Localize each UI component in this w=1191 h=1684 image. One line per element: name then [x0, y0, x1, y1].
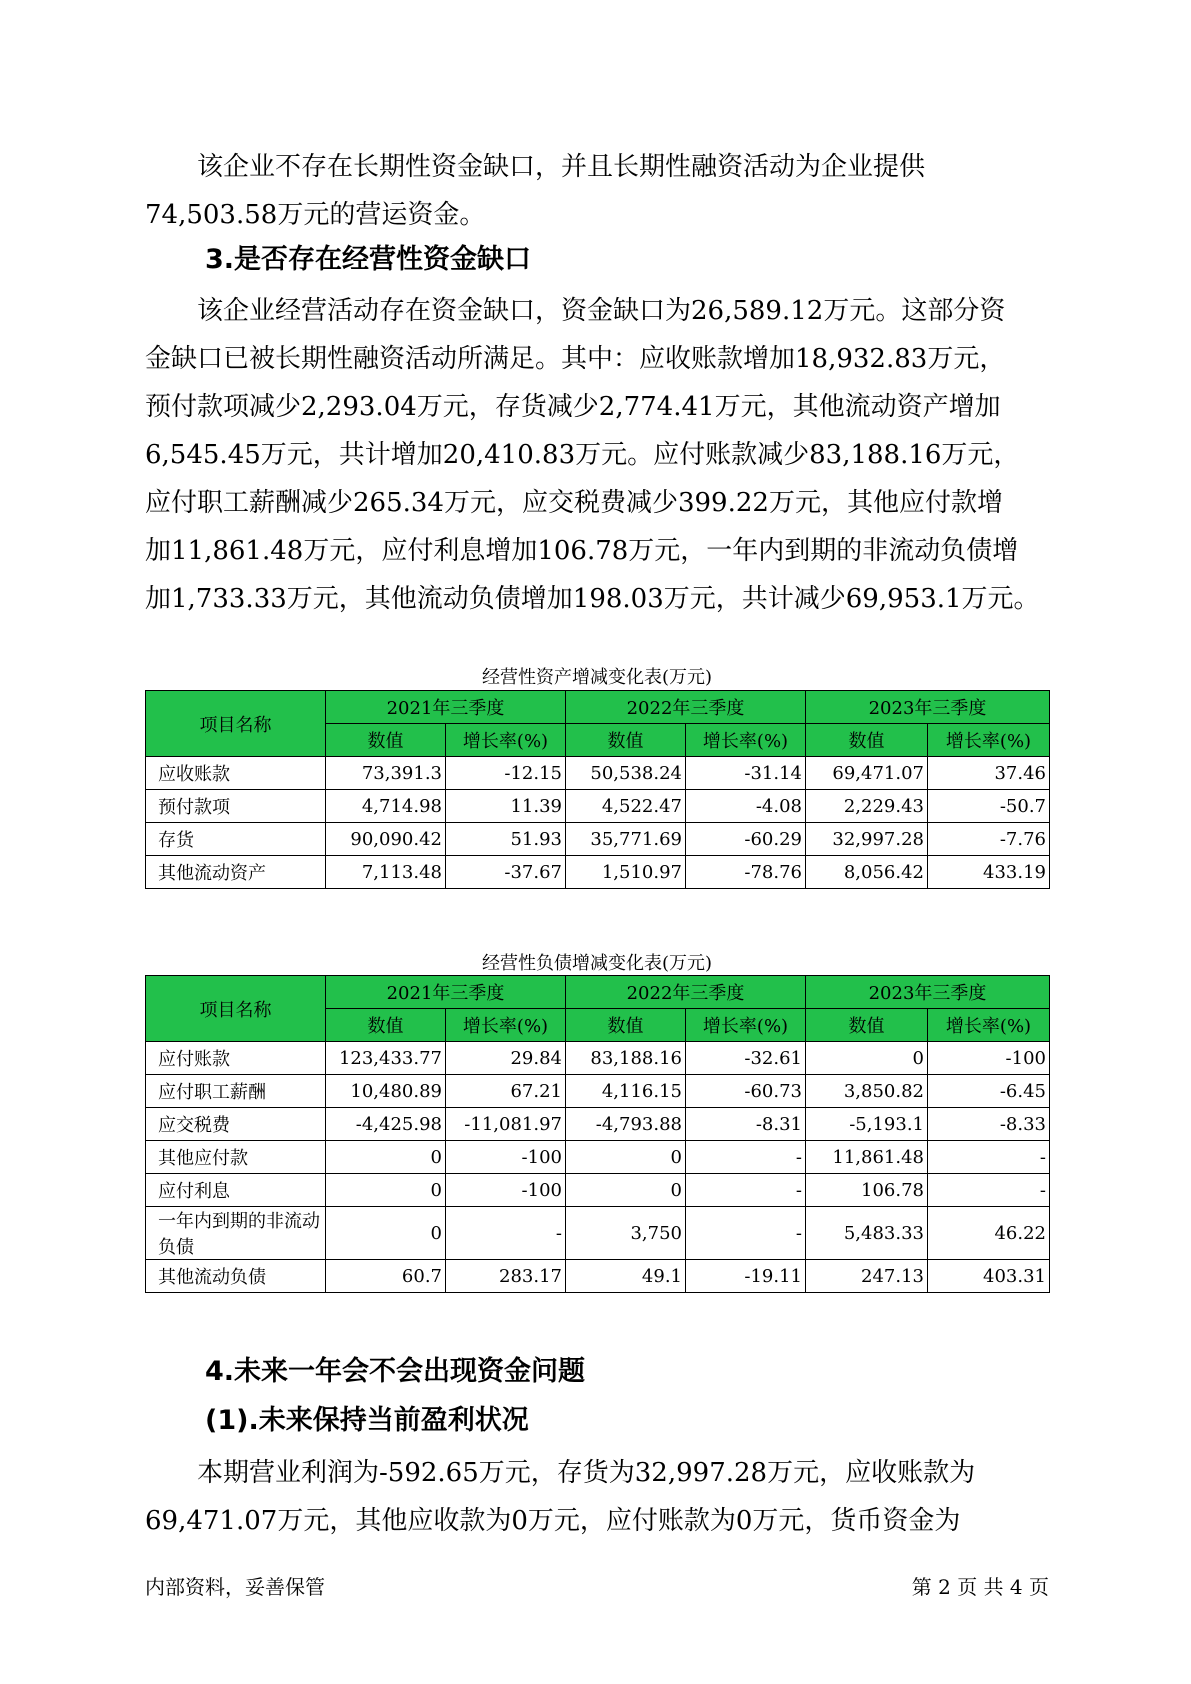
growth-rate-cell: -12.15 [446, 757, 566, 790]
rate-header: 增长率(%) [446, 724, 566, 757]
growth-rate-cell: 51.93 [446, 823, 566, 856]
section-4-heading: 4.未来一年会不会出现资金问题 [205, 1356, 586, 1387]
text-line: 加11,861.48万元，应付利息增加106.78万元，一年内到期的非流动负债增 [145, 536, 1019, 566]
item-name-header: 项目名称 [146, 976, 326, 1042]
growth-rate-cell: -11,081.97 [446, 1108, 566, 1141]
text-line: 金缺口已被长期性融资活动所满足。其中：应收账款增加18,932.83万元， [145, 344, 1006, 374]
rate-header: 增长率(%) [446, 1009, 566, 1042]
text-line: 69,471.07万元，其他应收款为0万元，应付账款为0万元，货币资金为 [145, 1506, 961, 1536]
text-line: 应付职工薪酬减少265.34万元，应交税费减少399.22万元，其他应付款增 [145, 488, 1003, 518]
table-row [146, 856, 1050, 889]
growth-rate-cell: -60.29 [686, 823, 806, 856]
growth-rate-cell: - [686, 1141, 806, 1174]
growth-rate-cell: -7.76 [928, 823, 1050, 856]
value-cell: 1,510.97 [566, 856, 686, 889]
table-row [146, 1174, 1050, 1207]
rate-header: 增长率(%) [686, 724, 806, 757]
growth-rate-cell: 37.46 [928, 757, 1050, 790]
row-label: 预付款项 [146, 790, 326, 823]
value-cell: 5,483.33 [806, 1207, 928, 1260]
value-cell: 0 [326, 1141, 446, 1174]
growth-rate-cell: - [446, 1207, 566, 1260]
value-cell: 0 [566, 1174, 686, 1207]
table-row [146, 790, 1050, 823]
value-header: 数值 [326, 1009, 446, 1042]
table-row [146, 1260, 1050, 1293]
value-cell: 3,750 [566, 1207, 686, 1260]
text-line: 该企业不存在长期性资金缺口，并且长期性融资活动为企业提供 [197, 152, 926, 182]
row-label: 其他应付款 [146, 1141, 326, 1174]
growth-rate-cell: -8.33 [928, 1108, 1050, 1141]
text-line: 6,545.45万元，共计增加20,410.83万元。应付账款减少83,188.16万元， [145, 440, 1020, 470]
text-line: 预付款项减少2,293.04万元，存货减少2,774.41万元，其他流动资产增加 [145, 392, 1001, 422]
growth-rate-cell: -37.67 [446, 856, 566, 889]
table-header-row [146, 976, 1050, 1009]
value-cell: 4,116.15 [566, 1075, 686, 1108]
growth-rate-cell: -100 [446, 1141, 566, 1174]
value-cell: 73,391.3 [326, 757, 446, 790]
row-label: 应收账款 [146, 757, 326, 790]
value-cell: 32,997.28 [806, 823, 928, 856]
assets-table-caption: 经营性资产增减变化表(万元) [481, 667, 713, 688]
growth-rate-cell: - [686, 1174, 806, 1207]
operating-liabilities-table [145, 975, 1050, 1293]
section-4-paragraph [145, 1449, 1055, 1545]
value-cell: 11,861.48 [806, 1141, 928, 1174]
growth-rate-cell: -31.14 [686, 757, 806, 790]
liabilities-table-caption: 经营性负债增减变化表(万元) [481, 953, 713, 974]
growth-rate-cell: -8.31 [686, 1108, 806, 1141]
value-header: 数值 [806, 724, 928, 757]
row-label: 一年内到期的非流动负债 [146, 1207, 326, 1260]
row-label: 应付职工薪酬 [146, 1075, 326, 1108]
table-body [146, 1042, 1050, 1293]
growth-rate-cell: -6.45 [928, 1075, 1050, 1108]
value-cell: 0 [326, 1207, 446, 1260]
table-row [146, 1207, 1050, 1260]
growth-rate-cell: 403.31 [928, 1260, 1050, 1293]
footer-confidential-note: 内部资料，妥善保管 [145, 1575, 325, 1599]
value-cell: 106.78 [806, 1174, 928, 1207]
table-row [146, 1042, 1050, 1075]
growth-rate-cell: 46.22 [928, 1207, 1050, 1260]
period-header: 2021年三季度 [326, 691, 566, 724]
table-row [146, 1108, 1050, 1141]
growth-rate-cell: 433.19 [928, 856, 1050, 889]
value-header: 数值 [566, 1009, 686, 1042]
value-cell: -4,793.88 [566, 1108, 686, 1141]
row-label: 应付利息 [146, 1174, 326, 1207]
growth-rate-cell: -100 [446, 1174, 566, 1207]
row-label: 应交税费 [146, 1108, 326, 1141]
row-label: 其他流动负债 [146, 1260, 326, 1293]
period-header: 2022年三季度 [566, 976, 806, 1009]
table-row [146, 757, 1050, 790]
growth-rate-cell: - [686, 1207, 806, 1260]
growth-rate-cell: - [928, 1174, 1050, 1207]
growth-rate-cell: -100 [928, 1042, 1050, 1075]
table-header-row [146, 691, 1050, 724]
section-3-paragraph [145, 287, 1055, 623]
row-label: 存货 [146, 823, 326, 856]
growth-rate-cell: 283.17 [446, 1260, 566, 1293]
footer-page-number: 第 2 页 共 4 页 [911, 1575, 1049, 1599]
growth-rate-cell: -4.08 [686, 790, 806, 823]
rate-header: 增长率(%) [928, 724, 1050, 757]
growth-rate-cell: 67.21 [446, 1075, 566, 1108]
intro-paragraph [145, 143, 1055, 239]
period-header: 2021年三季度 [326, 976, 566, 1009]
row-label: 应付账款 [146, 1042, 326, 1075]
value-cell: 2,229.43 [806, 790, 928, 823]
text-line: 该企业经营活动存在资金缺口，资金缺口为26,589.12万元。这部分资 [197, 296, 1006, 326]
text-line: 本期营业利润为-592.65万元，存货为32,997.28万元，应收账款为 [197, 1458, 976, 1488]
value-cell: 247.13 [806, 1260, 928, 1293]
value-cell: 3,850.82 [806, 1075, 928, 1108]
growth-rate-cell: - [928, 1141, 1050, 1174]
operating-assets-table [145, 690, 1050, 889]
growth-rate-cell: -50.7 [928, 790, 1050, 823]
growth-rate-cell: 29.84 [446, 1042, 566, 1075]
value-cell: 49.1 [566, 1260, 686, 1293]
value-cell: 4,522.47 [566, 790, 686, 823]
value-header: 数值 [806, 1009, 928, 1042]
growth-rate-cell: -32.61 [686, 1042, 806, 1075]
text-line: 加1,733.33万元，其他流动负债增加198.03万元，共计减少69,953.1万元。 [145, 584, 1040, 614]
rate-header: 增长率(%) [928, 1009, 1050, 1042]
value-cell: -4,425.98 [326, 1108, 446, 1141]
value-cell: 7,113.48 [326, 856, 446, 889]
value-cell: 90,090.42 [326, 823, 446, 856]
period-header: 2022年三季度 [566, 691, 806, 724]
growth-rate-cell: -19.11 [686, 1260, 806, 1293]
value-cell: 123,433.77 [326, 1042, 446, 1075]
row-label: 其他流动资产 [146, 856, 326, 889]
value-cell: 0 [806, 1042, 928, 1075]
value-cell: 83,188.16 [566, 1042, 686, 1075]
period-header: 2023年三季度 [806, 976, 1050, 1009]
table-row [146, 1075, 1050, 1108]
growth-rate-cell: -60.73 [686, 1075, 806, 1108]
value-cell: 69,471.07 [806, 757, 928, 790]
table-row [146, 1141, 1050, 1174]
value-cell: 10,480.89 [326, 1075, 446, 1108]
value-cell: 60.7 [326, 1260, 446, 1293]
value-header: 数值 [566, 724, 686, 757]
growth-rate-cell: -78.76 [686, 856, 806, 889]
value-cell: 8,056.42 [806, 856, 928, 889]
value-cell: 0 [566, 1141, 686, 1174]
value-cell: 35,771.69 [566, 823, 686, 856]
table-body [146, 757, 1050, 889]
table-row [146, 823, 1050, 856]
value-cell: 4,714.98 [326, 790, 446, 823]
period-header: 2023年三季度 [806, 691, 1050, 724]
rate-header: 增长率(%) [686, 1009, 806, 1042]
value-cell: 50,538.24 [566, 757, 686, 790]
text-line: 74,503.58万元的营运资金。 [145, 200, 486, 230]
value-cell: -5,193.1 [806, 1108, 928, 1141]
growth-rate-cell: 11.39 [446, 790, 566, 823]
item-name-header: 项目名称 [146, 691, 326, 757]
section-4-subheading: (1).未来保持当前盈利状况 [205, 1405, 529, 1436]
value-header: 数值 [326, 724, 446, 757]
section-3-heading: 3.是否存在经营性资金缺口 [205, 244, 532, 275]
value-cell: 0 [326, 1174, 446, 1207]
